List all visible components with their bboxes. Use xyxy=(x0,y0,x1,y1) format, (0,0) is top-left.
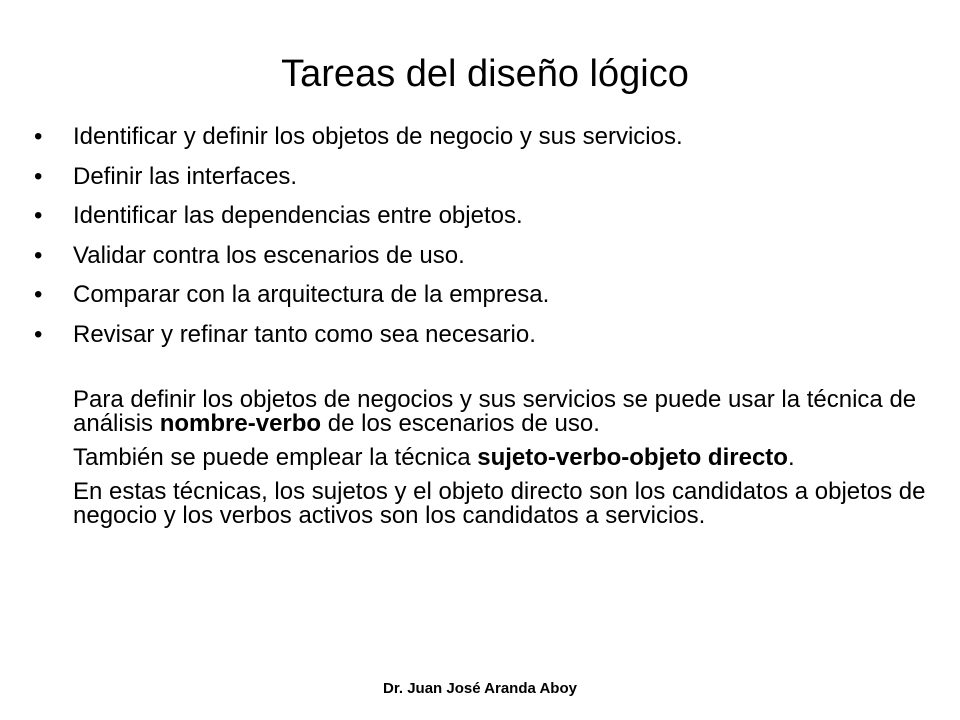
paragraph-text: También se puede emplear la técnica xyxy=(73,444,478,471)
bullet-list xyxy=(34,117,683,354)
bullet-marker: • xyxy=(34,241,43,269)
bullet-item xyxy=(34,275,683,315)
bullet-text: Comparar con la arquitectura de la empresa. xyxy=(73,281,550,308)
body-paragraphs xyxy=(73,388,933,538)
slide-title: Tareas del diseño lógico xyxy=(281,53,689,95)
bold-term: sujeto-verbo-objeto directo xyxy=(477,444,788,471)
paragraph-text: . xyxy=(787,444,795,471)
bullet-item xyxy=(34,236,683,276)
bullet-text: Validar contra los escenarios de uso. xyxy=(73,241,465,269)
bullet-item xyxy=(34,117,683,157)
paragraph-text: Para definir los objetos de negocios y sus servicios se puede usar la técnica de análisis xyxy=(73,386,917,437)
paragraph-text: En estas técnicas, los sujetos y el objeto directo son los candidatos a objetos de negocio y los verbos activos son los candidatos a servicios. xyxy=(73,478,926,529)
bullet-text: Revisar y refinar tanto como sea necesario. xyxy=(73,320,536,348)
paragraph-text: de los escenarios de uso. xyxy=(321,410,600,437)
paragraph-nombre-verbo xyxy=(73,388,933,436)
bullet-text: Identificar y definir los objetos de negocio y sus servicios. xyxy=(73,123,683,150)
paragraph-sujeto-verbo-objeto xyxy=(73,446,933,470)
bullet-marker: • xyxy=(34,281,43,308)
footer-author: Dr. Juan José Aranda Aboy xyxy=(383,680,577,697)
bullet-item xyxy=(34,157,683,197)
bullet-item xyxy=(34,196,683,236)
paragraph-candidates xyxy=(73,480,933,528)
bold-term: nombre-verbo xyxy=(159,410,322,437)
bullet-marker: • xyxy=(34,202,43,229)
bullet-text: Identificar las dependencias entre objetos. xyxy=(73,202,523,229)
bullet-marker: • xyxy=(34,162,43,190)
bullet-marker: • xyxy=(34,123,43,150)
bullet-marker: • xyxy=(34,320,43,348)
bullet-text: Definir las interfaces. xyxy=(73,162,298,190)
bullet-item xyxy=(34,315,683,355)
